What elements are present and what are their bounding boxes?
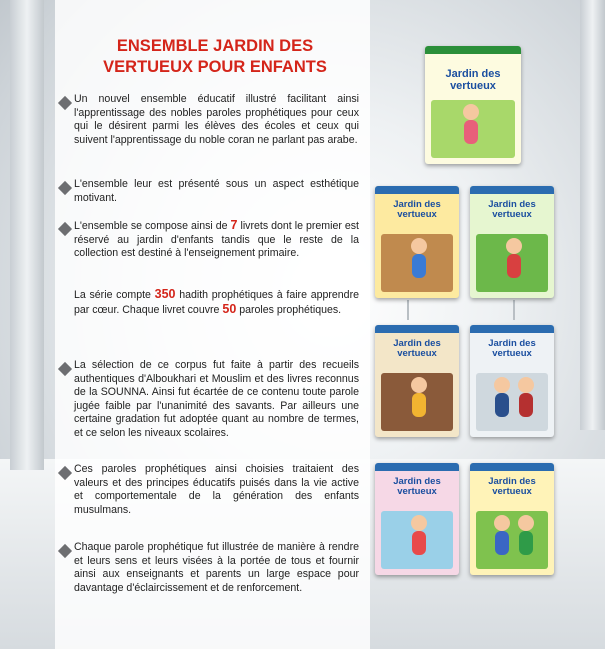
book-illustration — [381, 234, 453, 292]
child-body-icon — [412, 254, 426, 278]
book-title-line: Jardin des — [488, 476, 536, 487]
book-title-line: Jardin des — [393, 476, 441, 487]
paragraph-3 — [74, 219, 359, 261]
book-title-line: vertueux — [492, 209, 532, 220]
book-title-line: Jardin des — [393, 338, 441, 349]
child-face-icon — [518, 377, 534, 393]
child-face-icon — [494, 377, 510, 393]
child-body-icon — [519, 531, 533, 555]
paragraph-4-text: paroles prophétiques. — [236, 303, 342, 316]
paragraph-7: Chaque parole prophétique fut illustrée de manière à rendre et leurs sens et leurs visées à la portée de tous et fournir ainsi aux enseignants et parents un large espace pour davantage d'éclaircissement et de renforcement. — [74, 541, 359, 594]
book-illustration — [381, 373, 453, 431]
paragraph-6: Ces paroles prophétiques ainsi choisies traitaient des valeurs et des principes éducatifs puisés dans la vie active et comportementale de la génération des enfants musulmans. — [74, 463, 359, 516]
child-body-icon — [519, 393, 533, 417]
book-stand — [513, 300, 515, 320]
book-stand — [407, 300, 409, 320]
child-face-icon — [463, 104, 479, 120]
child-body-icon — [507, 254, 521, 278]
paragraph-4-text: La série compte — [74, 289, 155, 301]
book-title — [375, 339, 459, 359]
book-title-line: vertueux — [397, 486, 437, 497]
book-title-line: vertueux — [397, 348, 437, 359]
child-face-icon — [494, 515, 510, 531]
book-band — [470, 325, 554, 333]
book-band — [375, 325, 459, 333]
book-title-line: Jardin des — [488, 199, 536, 210]
child-face-icon — [411, 238, 427, 254]
book-cover-7 — [470, 463, 554, 575]
book-title-line: vertueux — [397, 209, 437, 220]
background-pillar — [10, 0, 44, 470]
child-face-icon — [411, 515, 427, 531]
book-title — [470, 339, 554, 359]
background-pillar — [580, 0, 605, 430]
book-title-line: Jardin des — [488, 338, 536, 349]
book-cover-6 — [375, 463, 459, 575]
book-cover-1 — [425, 46, 521, 164]
book-band — [375, 463, 459, 471]
book-band — [470, 186, 554, 194]
book-title — [375, 200, 459, 220]
paragraph-2: L'ensemble leur est présenté sous un aspect esthétique motivant. — [74, 178, 359, 204]
child-body-icon — [412, 393, 426, 417]
book-cover-4 — [375, 325, 459, 437]
page-title — [80, 36, 350, 78]
book-illustration — [476, 373, 548, 431]
book-illustration — [431, 100, 515, 158]
book-title-line: Jardin des — [445, 68, 501, 80]
paragraph-3-text: livrets dont le premier est réservé au jardin d'enfants tandis que le reste de la collection est destiné à l'enseignement primaire. — [74, 220, 359, 260]
book-band — [425, 46, 521, 54]
child-body-icon — [464, 120, 478, 144]
hadith-per-booklet: 50 — [222, 301, 237, 316]
paragraph-4 — [74, 288, 359, 317]
book-cover-2 — [375, 186, 459, 298]
booklet-count: 7 — [230, 218, 238, 232]
title-line-2: VERTUEUX POUR ENFANTS — [103, 58, 327, 76]
book-band — [375, 186, 459, 194]
book-title-line: vertueux — [492, 486, 532, 497]
hadith-count: 350 — [154, 287, 176, 301]
book-illustration — [476, 234, 548, 292]
book-illustration — [476, 511, 548, 569]
book-illustration — [381, 511, 453, 569]
paragraph-3-text: L'ensemble se compose ainsi de — [74, 220, 231, 232]
book-cover-3 — [470, 186, 554, 298]
book-band — [470, 463, 554, 471]
title-line-1: ENSEMBLE JARDIN DES — [116, 37, 314, 55]
child-face-icon — [518, 515, 534, 531]
child-body-icon — [495, 531, 509, 555]
child-body-icon — [495, 393, 509, 417]
book-title — [375, 477, 459, 497]
book-title — [470, 477, 554, 497]
paragraph-1: Un nouvel ensemble éducatif illustré facilitant ainsi l'apprentissage des nobles paroles prophétiques pour ceux qui le désirent parmi les élèves des écoles et ceux qui suivent l'apprentissage du noble coran ne parlant pas arabe. — [74, 93, 359, 146]
book-cover-5 — [470, 325, 554, 437]
paragraph-4-text: hadith prophétiques à faire apprendre par cœur. Chaque livret couvre — [74, 289, 359, 316]
book-title — [425, 68, 521, 92]
child-face-icon — [506, 238, 522, 254]
book-title — [470, 200, 554, 220]
book-title-line: Jardin des — [393, 199, 441, 210]
book-title-line: vertueux — [450, 80, 496, 92]
book-title-line: vertueux — [492, 348, 532, 359]
child-face-icon — [411, 377, 427, 393]
paragraph-5: La sélection de ce corpus fut faite à partir des recueils authentiques d'Alboukhari et Mouslim et des livres reconnus de la SOUNNA. Ainsi fut écartée de ce contenu toute parole jugée faible par l'unanimité des savants. Par ailleurs une certaine gradation fut adoptée quant au nombre de termes, et ce selon les niveaux scolaires. — [74, 359, 359, 439]
child-body-icon — [412, 531, 426, 555]
